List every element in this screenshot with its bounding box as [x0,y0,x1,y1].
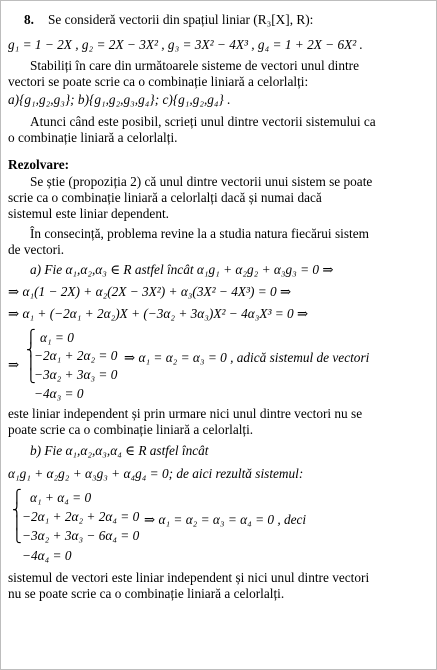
paragraph-line: Se știe (propoziția 2) că unul dintre vectorii unui sistem se poate [30,174,373,189]
vector-definitions: g₁ = 1 − 2X , g₂ = 2X − 3X² , g₃ = 3X² − 4X³ , g₄ = 1 + 2X − 6X² . [8,37,363,52]
system-equation: −2α₁ + 2α₂ + 2α₄ = 0 [22,509,140,524]
case-a-intro: a) Fie α₁,α₂,α₃ ∈ R astfel încât α₁g₁ + α₂g₂ + α₃g₃ = 0 ⇒ [30,262,334,277]
solution-heading: Rezolvare: [8,157,70,172]
paragraph-line: este liniar independent și prin urmare nici unul dintre vectori nu se [8,406,363,421]
system-equation: −3α₂ + 3α₃ − 6α₄ = 0 [22,528,140,543]
paragraph-line: o combinație liniară a celorlalți. [8,130,178,145]
paragraph-line: Atunci când este posibil, scrieți unul dintre vectorii sistemului ca [30,114,376,129]
case-b-result: ⇒ α₁ = α₂ = α₃ = α₄ = 0 , deci [144,512,307,527]
implies-arrow: ⇒ [8,357,20,372]
problem-statement: Se consideră vectorii din spațiul liniar (R₃[X], R): [48,12,314,27]
case-a-equation: ⇒ α₁ + (−2α₁ + 2α₂)X + (−3α₂ + 3α₃)X² − 4α₃X³ = 0 ⇒ [8,306,309,321]
system-brace: ⎧ ⎨ ⎪ ⎩ [26,330,36,384]
system-equation: −4α₃ = 0 [34,386,84,401]
paragraph-line: scrie ca o combinație liniară a celorlalți dacă și numai dacă [8,190,322,205]
system-brace: ⎧ ⎨ ⎪ ⎩ [12,490,22,544]
system-equation: α₁ + α₄ = 0 [30,490,92,505]
case-a-equation: ⇒ α₁(1 − 2X) + α₂(2X − 3X²) + α₃(3X² − 4X³) = 0 ⇒ [8,284,292,299]
paragraph-line: vectori se poate scrie ca o combinație liniară a celorlalți: [8,74,309,89]
case-b-equation: α₁g₁ + α₂g₂ + α₃g₃ + α₄g₄ = 0; de aici rezultă sistemul: [8,466,304,481]
paragraph-line: poate scrie ca o combinație liniară a celorlalți. [8,422,254,437]
system-equation: −2α₁ + 2α₂ = 0 [34,348,118,363]
paragraph-line: sistemul este liniar dependent. [8,206,169,221]
paragraph-line: În consecință, problema revine la a studia natura fiecărui sistem [30,226,369,241]
case-b-intro: b) Fie α₁,α₂,α₃,α₄ ∈ R astfel încât [30,443,209,458]
case-a-result: ⇒ α₁ = α₂ = α₃ = 0 , adică sistemul de vectori [124,350,370,365]
system-equation: −3α₂ + 3α₃ = 0 [34,367,118,382]
paragraph-line: sistemul de vectori este liniar independent și nici unul dintre vectori [8,570,370,585]
paragraph-line: Stabiliți în care din următoarele sisteme de vectori unul dintre [30,58,359,73]
problem-number: 8. [24,12,34,27]
system-equation: −4α₄ = 0 [22,548,72,563]
system-equation: α₁ = 0 [40,330,74,345]
paragraph-line: nu se poate scrie ca o combinație liniară a celorlalți. [8,586,285,601]
paragraph-line: de vectori. [8,242,65,257]
system-options: a){g₁,g₂,g₃}; b){g₁,g₂,g₃,g₄}; c){g₁,g₂,g₄} . [8,92,231,107]
